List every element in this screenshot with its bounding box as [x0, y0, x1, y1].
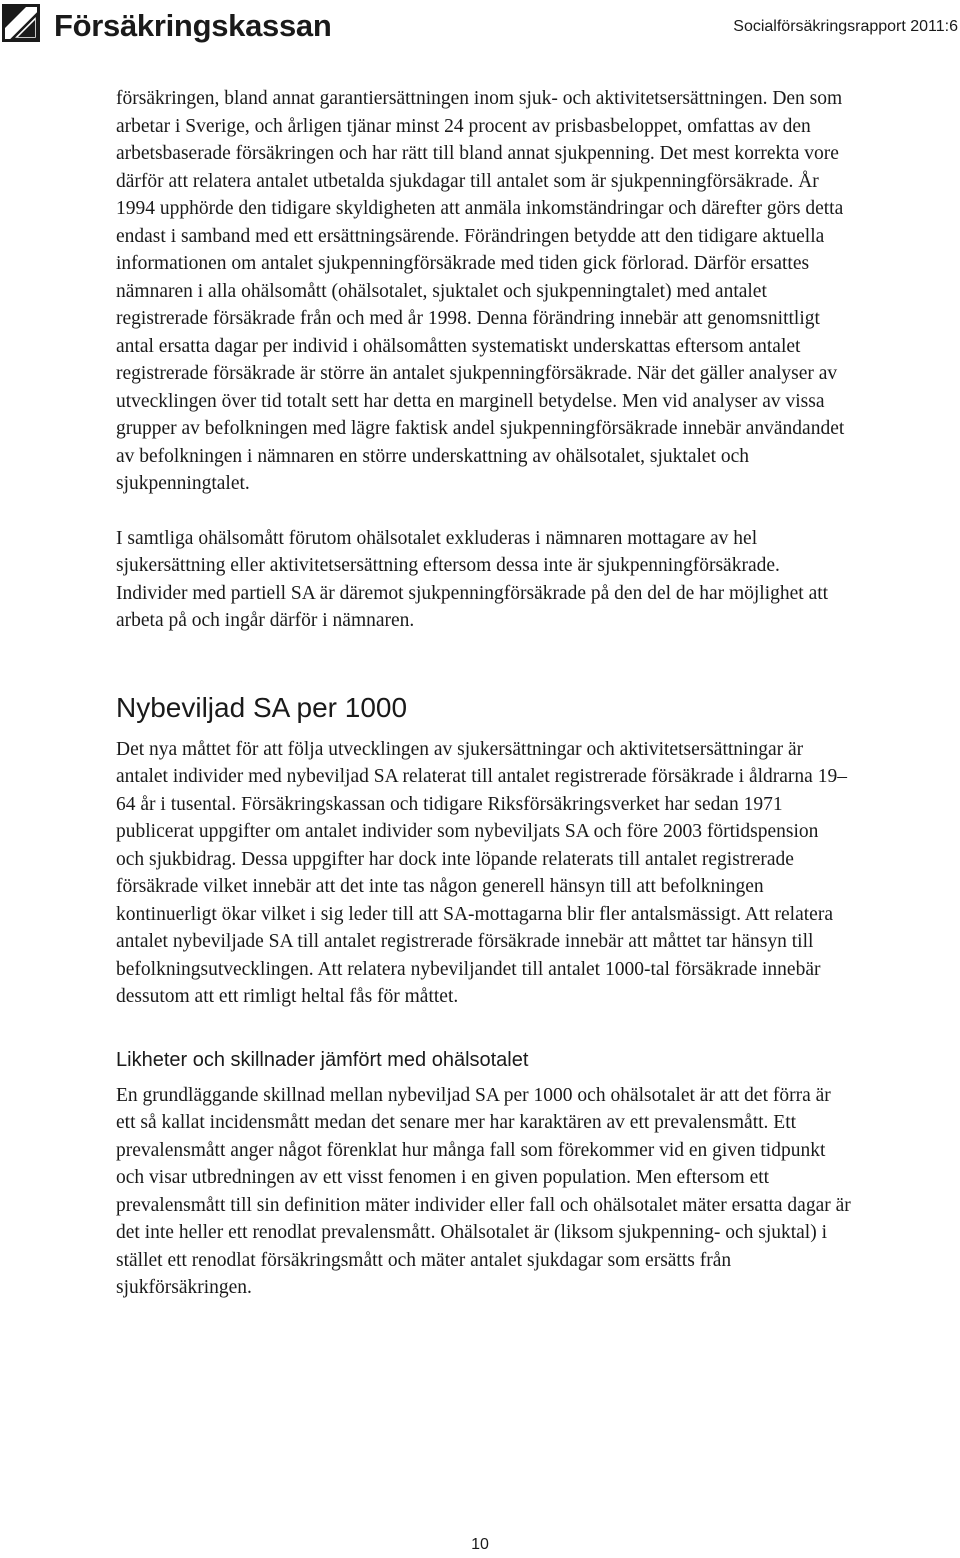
paragraph-2: I samtliga ohälsomått förutom ohälsotalet exkluderas i nämnaren mottagare av hel sjukersättning eller aktivitetsersättning eftersom dessa inte är sjukpenningförsäkrade. Individer med partiell SA är däremot sjukpenningförsäkrade på den del de har möjlighet att arbeta på och ingår därför i nämnaren.	[116, 527, 829, 631]
logo	[2, 2, 332, 44]
document-body	[116, 85, 851, 1302]
logo-text: Försäkringskassan	[54, 8, 332, 43]
page-number: 10	[471, 1536, 489, 1553]
paragraph-3: Det nya måttet för att följa utvecklingen av sjukersättningar och aktivitetsersättningar är antalet individer med nybeviljad SA relaterat till antalet registrerade försäkrade i åldrarna 19–64 år i tusental. Försäkringskassan och tidigare Riksförsäkringsverket har sedan 1971 publicerat uppgifter om antalet individer som nybeviljats SA och före 2003 förtidspension och sjukbidrag. Dessa uppgifter har dock inte löpande relaterats till antalet registrerade försäkrade vilket innebär att det inte tas någon generell hänsyn till att befolkningen kontinuerligt ökar vilket i sig leder till att SA-mottagarna blir fler antalsmässigt. Att relatera antalet nybeviljade SA till antalet registrerade försäkrade innebär att måttet tar hänsyn till befolkningsutvecklingen. Att relatera nybeviljandet till antalet 1000-tal försäkrade innebär dessutom att ett rimligt heltal fås för måttet.	[116, 738, 847, 1007]
report-id: Socialförsäkringsrapport 2011:6	[733, 18, 958, 35]
paragraph-4: En grundläggande skillnad mellan nybeviljad SA per 1000 och ohälsotalet är att det förra är ett så kallat incidensmått medan det senare mer har karaktären av ett prevalensmått. Ett prevalensmått anger något förenklat hur många fall som förekommer vid en given tidpunkt och visar utbredningen av ett visst fenomen i en given population. Men eftersom ett prevalensmått till sin definition mäter individer eller fall och ohälsotalet mäter ersatta dagar är det inte heller ett renodlat prevalensmått. Ohälsotalet är (liksom sjukpenning- och sjuktal) i stället ett renodlat försäkringsmått och mäter antalet sjukdagar som ersätts från sjukförsäkringen.	[116, 1084, 851, 1298]
page-header	[0, 0, 960, 60]
paragraph-1: försäkringen, bland annat garantiersättningen inom sjuk- och aktivitetsersättningen. Den som arbetar i Sverige, och årligen tjänar minst 24 procent av prisbasbeloppet, omfattas av den arbetsbaserade försäkringen och har rätt till bland annat sjukpenning. Det mest korrekta vore därför att relatera antalet utbetalda sjukdagar till antalet som är sjukpenningförsäkrade. År 1994 upphörde den tidigare skyldigheten att anmäla inkomständringar och därefter görs detta endast i samband med ett ersättningsärende. Förändringen betydde att den tidigare aktuella informationen om antalet sjukpenningförsäkrade med tiden gick förlorad. Därför ersattes nämnaren i alla ohälsomått (ohälsotalet, sjuktalet och sjukpenningtalet) med antalet registrerade försäkrade från och med år 1998. Denna förändring innebär att genomsnittligt antal ersatta dagar per individ i ohälsomåtten systematiskt underskattas eftersom antalet registrerade försäkrade är större än antalet sjukpenningförsäkrade. När det gäller analyser av utvecklingen över tid totalt sett har detta en marginell betydelse. Men vid analyser av vissa grupper av befolkningen med lägre faktisk andel sjukpenningförsäkrade innebär användandet av befolkningen i nämnaren en större underskattning av ohälsotalet, sjuktalet och sjukpenningtalet.	[116, 88, 845, 494]
section-heading: Nybeviljad SA per 1000	[116, 691, 408, 723]
subsection-heading: Likheter och skillnader jämfört med ohälsotalet	[116, 1048, 529, 1071]
logo-mark-icon	[2, 4, 40, 42]
